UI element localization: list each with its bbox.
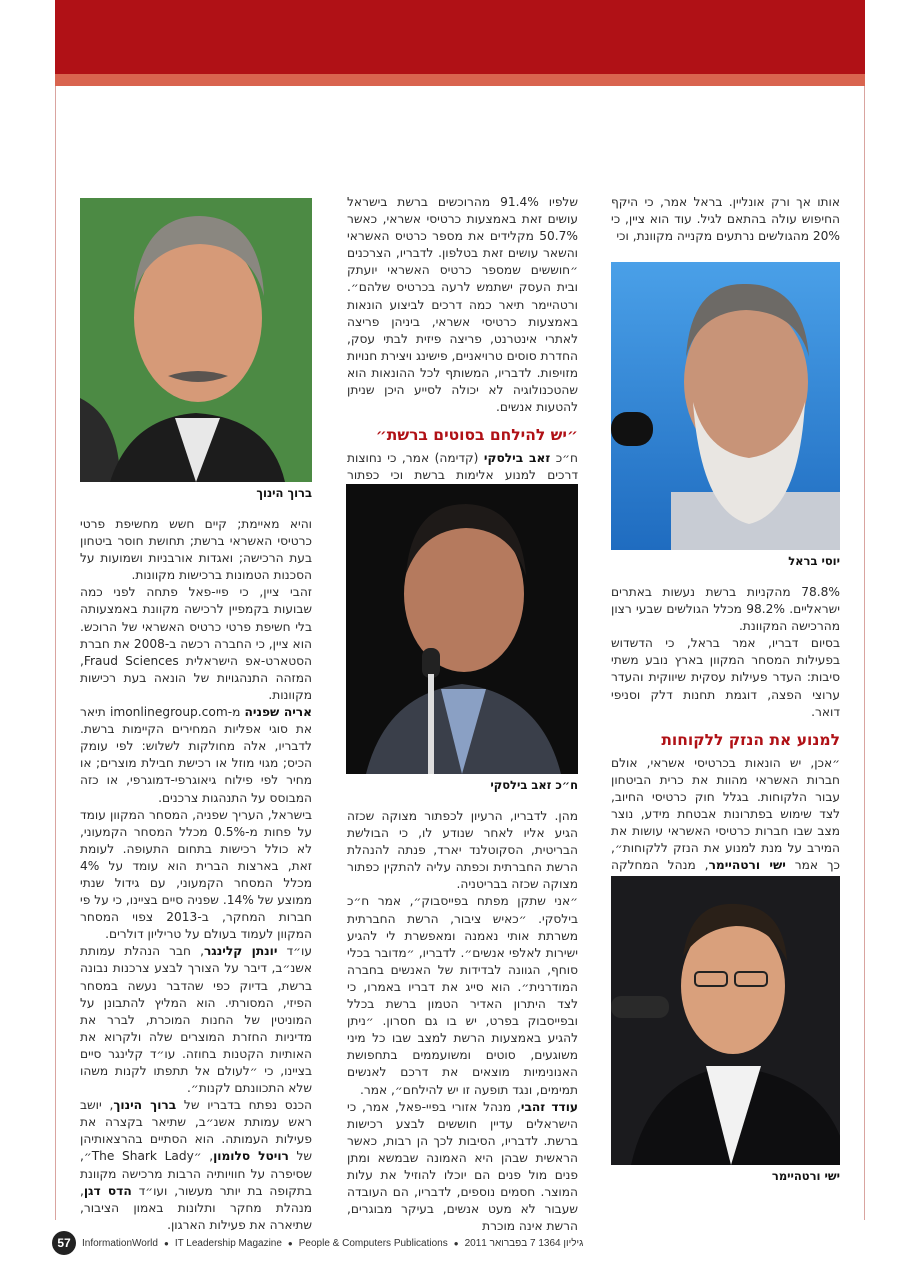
photo-baruch-hinuch (80, 198, 312, 482)
column-left (80, 516, 312, 1234)
caption-zeev-bielski: ח״כ זאב בילסקי (490, 778, 578, 792)
paragraph: בסיום דבריו, אמר בראל, כי הדשדוש בפעילות המסחר המקוון בארץ נובע משתי סיבות: העדר פעילות עסקית שיווקית והעדר ערוצי הפצה, דוגמת תחנות דלק וסניפי דואר. (611, 636, 840, 719)
frame-line-left (55, 86, 56, 1220)
caption-yossi-barel: יוסי בראל (788, 554, 840, 568)
footer-separator: ● (163, 1238, 169, 1248)
paragraph: והיא מאיימת; קיים חשש מחשיפת פרטי כרטיסי האשראי ברשת; תחושת חוסר ביטחון בעת הרכישה; ואגדות אורבניות ושמועות על הסכנות הטמונות ברכישות מקוונות. (80, 517, 312, 583)
subheading-prevent-damage: למנוע את הנזק ללקוחות (661, 730, 840, 749)
footer-mag2: IT Leadership Magazine (174, 1237, 282, 1249)
paragraph: 78.8% מהקניות ברשת נעשות באתרים ישראליים. 98.2% מכלל הגולשים שבעי רצון מהרכישה המקוונת. (611, 585, 840, 634)
caption-yishai-wertheimer: ישי ורטהיימר (771, 1169, 840, 1183)
footer-issue: גיליון 1364 7 בפברואר 2011 (464, 1237, 584, 1249)
paragraph: עודד זהבי, מנהל אזורי בפיי-פאל, אמר, כי הישראלים עדיין חוששים לבצע רכישות ברשת. לדבריו, הסיבות לכך הן רבות, כאשר הראשית שבהן היא האמונה שבמשא ומתן פנים מול פנים הם יוכלו להוזיל את עלות המוצר. חסמים נוספים, לדבריו, הם העובדה שעבור לא מעט אנשים, בעיקר מבוגרים, הרשת אינה מוכרת (347, 1099, 578, 1234)
footer-separator: ● (287, 1238, 293, 1248)
paragraph: מהן. לדבריו, הרעיון לכפתור מצוקה שכזה הגיע אליו לאחר שנודע לו, כי הבולשת הבריטית, הסקוטלנד יארד, פנתה להנהלת הרשת החברתית וכפתה עליה להתקין כפתור מצוקה שכזה בבריטניה. (347, 809, 578, 892)
header-stripe (55, 74, 865, 86)
footer-separator: ● (453, 1238, 459, 1248)
column-middle-bottom (347, 808, 578, 1235)
column-right-top (611, 194, 840, 245)
paragraph: זהבי ציין, כי פיי-פאל פתחה לפני כמה שבועות בקמפיין לרכישה מקוונת באמצעותה בלי חשיפת פרטי כרטיס האשראי של הרוכש. הוא ציין, כי החברה רכשה ב-2008 את חברת הסטארט-אפ הישראלית Fraud Sciences, המזהה התנהגויות של הונאה בעת רכישות מקוונות. (80, 585, 312, 702)
photo-zeev-bielski (346, 484, 578, 774)
paragraph: ח״כ זאב בילסקי (קדימה) אמר, כי נחוצות דרכים למנוע אלימות ברשת וכי כפתור (347, 451, 578, 483)
paragraph: בישראל, העריך שפניה, המסחר המקוון עומד על פחות מ-0.5% מכלל המסחר הקמעוני, לא כולל רכישות בתחום התעופה. לעומת זאת, בארצות הברית הוא עומד על 4% מכלל המסחר הקמעוני, עם גידול שנתי ממוצע של 14%. שפניה סיים בציינו, כי על פי חברות המחקר, ב-2013 צפוי המסחר המקוון לעמוד בעולם על טריליון דולרים. (80, 807, 312, 942)
column-right-bottom (611, 584, 840, 909)
caption-baruch-hinuch: ברוך הינוך (256, 486, 312, 500)
header-band (55, 0, 865, 74)
paragraph: הכנס נפתח בדבריו של ברוך הינוך, יושב ראש עמותת אשנ״ב, שתיאר בקצרה את פעילות העמותה. הוא הסתיים בהרצאותיהן של רויטל סלומון, ״The Shark Lady״, שסיפרה על חוויותיה הרבות מרכישה מקוונת בתקופה בת יותר מעשור, ועו״ד הדס דגן, מנהלת מחקר ותלונות באמון הציבור, שתיארה את פעילות הארגון. (80, 1098, 313, 1232)
frame-line-right (864, 86, 865, 1220)
column-middle-top (347, 194, 578, 502)
paragraph: ״אכן, יש הונאות בכרטיסי אשראי, אולם חברות האשראי מהוות את כרית הביטחון עבור הלקוחות. בגלל חוק כרטיסי החיוב, לצד שימוש בפתרונות אבטחת מידע, נוצר מצב שבו חברות כרטיסי האשראי עושות את המירב על מנת למנוע את הנזק ללקוחות״, כך אמר ישי ורטהיימר, מנהל המחלקה (611, 755, 840, 873)
photo-yishai-wertheimer (611, 876, 840, 1165)
paragraph: עו״ד יונתן קלינגר, חבר הנהלת עמותת אשנ״ב, דיבר על הצורך לבצע צרכנות נבונה ברשת, בדיוק כפי שהדבר נעשה במסחר הפיזי, המסורתי. הוא המליץ להתבונן על המוניטין של החנות המוכרת, לברר את מדיניות החזרת המוצרים שלה ולקרוא את האותיות הקטנות בחוזה. עו״ד קלינגר סיים בציינו, כי ״לעולם אל תתפתו לקנות משהו שלא התכוונתם לקנות״. (80, 944, 312, 1096)
subheading-fight-perverts: ״יש להילחם בסוטים ברשת״ (375, 426, 578, 445)
paragraph: שלפיו 91.4% מהרוכשים ברשת בישראל עושים זאת באמצעות כרטיסי אשראי, כאשר 50.7% מקלידים את מספר כרטיס האשראי והשאר עושים זאת בטלפון. לדבריו, הצרכנים ״חוששים שמספר כרטיס האשראי יועתק ובית העסק ישתמש לרעה בכרטיס שלהם״. ורטהיימר תיאר כמה דרכים לביצוע הונאות באמצעות כרטיסי אשראי, ביניהן פריצה לאתרי אינטרנט, פריצה פיזית לבתי עסק, החדרת סוסים טרויאניים, פישינג ויצירת חנויות מזויפות. לדבריו, המשותף לכל ההונאות הוא שהטכנולוגיה לא יכולה לסייע היכן שניתן להטעות אנשים. (347, 195, 578, 415)
paragraph: ״אני שתקן מפתח בפייסבוק״, אמר ח״כ בילסקי. ״כאיש ציבור, הרשת החברתית משרתת אותי נאמנה ומאפשרת לי להגיע ישירות לאלפי אנשים״. לדבריו, ״מדובר בכלי סוחף, הגוונה לבדידות של האנשים בחברה המודרנית״. הוא סייג את דבריו באמרו, כי לצד היתרון האדיר הטמון ברשת בכלל ובפייסבוק בפרט, יש בו גם חסרון. ״ניתן להגיע באמצעות הרשת למצב שבו כל מיני משוגעים, סוטים ומשועממים בתחפושת האנונימיות מוצאים את דרכם לאנשים תמימים, ונגד תופעה זו יש להילחם״, אמר. (347, 894, 578, 1097)
page-footer (52, 1231, 852, 1255)
paragraph: אריה שפניה מ-imonlinegroup.com תיאר את סוגי אפליות המחירים הקיימות ברשת. לדבריו, אלה מחולקות לשלוש: לפי עומק הכיס; מגוי מוזל או רכישת חבילת מוצרים; או מחיר לפי פילוח גיאוגרפי-דמוגרפי, או כזה המבוסס על התנהגות צרכנים. (80, 705, 313, 805)
photo-yossi-barel (611, 262, 840, 550)
footer-mag1: InformationWorld (82, 1237, 158, 1249)
footer-publisher: People & Computers Publications (298, 1237, 448, 1249)
paragraph: אותו אך ורק אונליין. בראל אמר, כי היקף החיפוש עולה בהתאם לגיל. עוד הוא ציין, כי 20% מהגולשים נרתעים מקנייה מקוונת, וכי (611, 195, 840, 244)
page-number: 57 (52, 1231, 76, 1255)
